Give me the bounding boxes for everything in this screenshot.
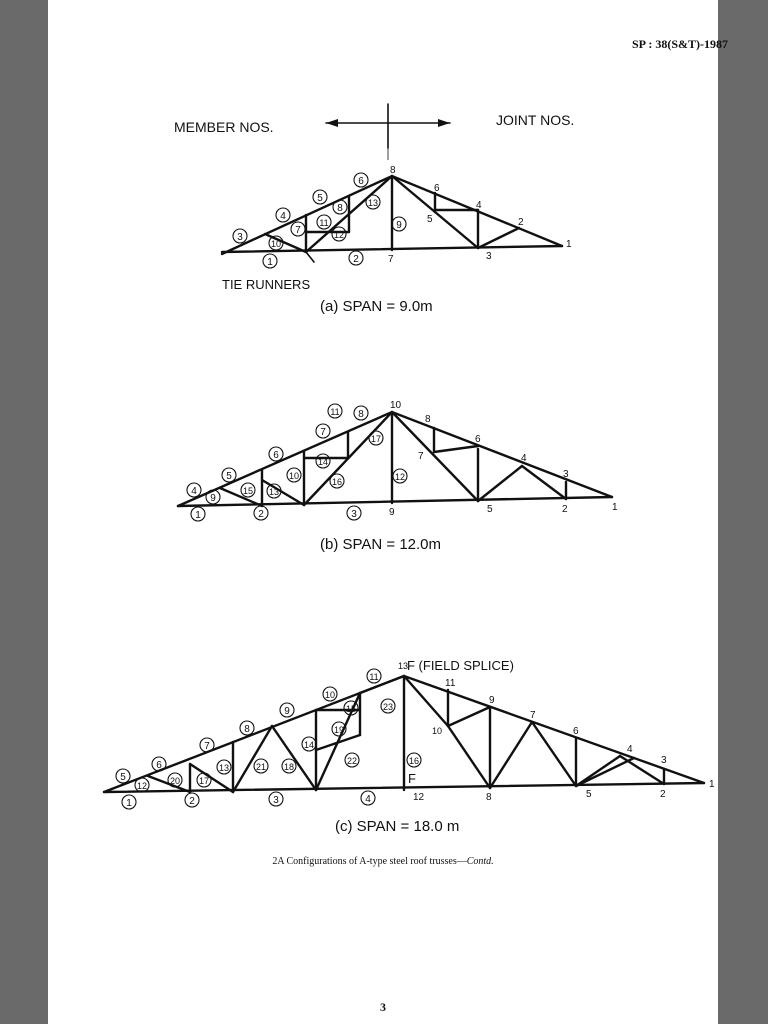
member-number — [197, 773, 211, 787]
truss-a-joint-numbers — [388, 165, 572, 265]
joint-number: 10 — [390, 400, 402, 411]
svg-text:6: 6 — [156, 760, 162, 771]
svg-text:1: 1 — [195, 510, 201, 521]
truss-c — [104, 658, 715, 835]
svg-text:6: 6 — [358, 176, 364, 187]
svg-text:11: 11 — [330, 407, 340, 417]
svg-text:10: 10 — [288, 471, 300, 481]
member-number — [276, 208, 290, 222]
member-number — [381, 699, 395, 713]
svg-text:7: 7 — [295, 225, 301, 236]
member-number — [280, 703, 294, 717]
member-number — [393, 469, 407, 483]
member-number — [333, 200, 347, 214]
svg-text:11: 11 — [369, 672, 379, 682]
joint-number: 7 — [418, 451, 424, 462]
joint-number: 10 — [432, 726, 443, 736]
svg-text:17: 17 — [198, 776, 210, 786]
joint-number: 6 — [434, 183, 440, 194]
joint-number: 2 — [562, 504, 568, 515]
member-number — [116, 769, 130, 783]
member-number — [168, 773, 182, 787]
svg-text:2: 2 — [189, 796, 195, 807]
truss-c-joint-numbers — [398, 661, 715, 803]
svg-text:11: 11 — [319, 218, 329, 228]
member-number — [316, 424, 330, 438]
member-number — [122, 795, 136, 809]
member-number — [367, 669, 381, 683]
member-nos-label: MEMBER NOS. — [174, 119, 274, 135]
joint-number: 7 — [388, 254, 394, 265]
svg-text:3: 3 — [351, 509, 357, 520]
member-number — [267, 484, 281, 498]
svg-text:1: 1 — [126, 798, 132, 809]
svg-text:22: 22 — [346, 756, 358, 766]
svg-text:21: 21 — [255, 762, 267, 772]
svg-text:13: 13 — [218, 763, 230, 773]
member-number — [152, 757, 166, 771]
member-number — [282, 759, 296, 773]
page-number: 3 — [380, 1000, 386, 1014]
member-number — [347, 506, 361, 520]
joint-number: 12 — [413, 792, 425, 803]
member-number — [287, 468, 301, 482]
svg-text:17: 17 — [370, 434, 382, 444]
member-number — [135, 778, 149, 792]
caption-text: 2A Configurations of A-type steel roof trusses— — [272, 856, 467, 867]
svg-text:20: 20 — [169, 776, 181, 786]
joint-number: 4 — [476, 200, 482, 211]
member-number — [332, 227, 346, 241]
joint-number: 5 — [427, 214, 433, 225]
joint-number: 6 — [475, 434, 481, 445]
svg-text:7: 7 — [320, 427, 326, 438]
member-number — [240, 721, 254, 735]
svg-text:8: 8 — [337, 203, 343, 214]
svg-text:12: 12 — [394, 472, 406, 482]
member-number — [354, 406, 368, 420]
member-number — [323, 687, 337, 701]
member-number — [185, 793, 199, 807]
span-b-label: (b) SPAN = 12.0m — [320, 536, 442, 553]
svg-text:5: 5 — [226, 471, 232, 482]
legend-arrow — [326, 104, 450, 160]
member-number — [269, 792, 283, 806]
svg-text:4: 4 — [191, 486, 197, 497]
svg-text:8: 8 — [244, 724, 250, 735]
member-number — [349, 251, 363, 265]
document-reference: SP : 38(S&T)-1987 — [632, 37, 728, 51]
svg-text:15: 15 — [242, 486, 254, 496]
member-number — [269, 447, 283, 461]
member-number — [345, 753, 359, 767]
member-number — [361, 791, 375, 805]
joint-number: 5 — [487, 504, 493, 515]
svg-text:1: 1 — [267, 257, 273, 268]
truss-a — [222, 165, 572, 315]
tie-runners-label: TIE RUNNERS — [222, 277, 311, 292]
joint-number: 1 — [566, 239, 572, 250]
svg-text:14: 14 — [317, 457, 329, 467]
span-a-label: (a) SPAN = 9.0m — [320, 298, 433, 315]
member-number — [191, 507, 205, 521]
svg-text:10: 10 — [324, 690, 336, 700]
svg-text:16: 16 — [331, 477, 343, 487]
field-splice-mark: F — [408, 771, 416, 786]
svg-text:3: 3 — [237, 232, 243, 243]
svg-text:2: 2 — [258, 509, 264, 520]
member-number — [217, 760, 231, 774]
member-number — [187, 483, 201, 497]
joint-number: 6 — [573, 726, 579, 737]
svg-text:18: 18 — [283, 762, 295, 772]
svg-text:14: 14 — [303, 740, 315, 750]
member-number — [291, 222, 305, 236]
joint-number: 8 — [390, 165, 396, 176]
svg-text:12: 12 — [136, 781, 148, 791]
joint-number: 4 — [627, 744, 633, 755]
svg-text:23: 23 — [382, 702, 394, 712]
svg-text:5: 5 — [317, 193, 323, 204]
member-number — [263, 254, 277, 268]
member-number — [330, 474, 344, 488]
member-number — [369, 431, 383, 445]
svg-text:16: 16 — [408, 756, 420, 766]
svg-text:8: 8 — [358, 409, 364, 420]
svg-text:13: 13 — [367, 198, 379, 208]
svg-text:19: 19 — [333, 725, 345, 735]
joint-number: 2 — [518, 217, 524, 228]
joint-number: 9 — [389, 507, 395, 518]
member-number — [332, 722, 346, 736]
joint-number: 3 — [486, 251, 492, 262]
member-number — [233, 229, 247, 243]
svg-text:3: 3 — [273, 795, 279, 806]
member-number — [328, 404, 342, 418]
joint-number: 8 — [486, 792, 492, 803]
member-number — [344, 701, 358, 715]
svg-text:2: 2 — [353, 254, 359, 265]
joint-number: 5 — [586, 789, 592, 800]
joint-number: 1 — [612, 502, 618, 513]
field-splice-label: F (FIELD SPLICE) — [407, 658, 514, 673]
joint-number: 13 — [398, 661, 409, 671]
member-number — [269, 236, 283, 250]
svg-text:4: 4 — [280, 211, 286, 222]
truss-c-members — [104, 676, 704, 792]
joint-number: 2 — [660, 789, 666, 800]
joint-number: 9 — [489, 695, 495, 706]
legend — [174, 104, 574, 160]
joint-number: 4 — [521, 453, 527, 464]
svg-text:5: 5 — [120, 772, 126, 783]
truss-b — [178, 400, 618, 553]
member-number — [366, 195, 380, 209]
caption-contd: Contd. — [466, 856, 494, 867]
member-number — [302, 737, 316, 751]
member-number — [254, 759, 268, 773]
svg-text:7: 7 — [204, 741, 210, 752]
joint-number: 3 — [661, 755, 667, 766]
svg-text:15: 15 — [345, 704, 357, 714]
svg-text:13: 13 — [268, 487, 280, 497]
joint-number: 7 — [530, 710, 536, 721]
member-number — [313, 190, 327, 204]
svg-text:6: 6 — [273, 450, 279, 461]
member-number — [354, 173, 368, 187]
svg-text:9: 9 — [284, 706, 290, 717]
svg-text:4: 4 — [365, 794, 371, 805]
svg-text:9: 9 — [210, 493, 216, 504]
member-number — [317, 215, 331, 229]
member-number — [222, 468, 236, 482]
joint-nos-label: JOINT NOS. — [496, 112, 575, 128]
member-number — [200, 738, 214, 752]
joint-number: 8 — [425, 414, 431, 425]
svg-text:9: 9 — [396, 220, 402, 231]
member-number — [316, 454, 330, 468]
member-number — [206, 490, 220, 504]
svg-text:12: 12 — [333, 230, 345, 240]
joint-number: 3 — [563, 469, 569, 480]
member-number — [407, 753, 421, 767]
member-number — [254, 506, 268, 520]
span-c-label: (c) SPAN = 18.0 m — [335, 818, 460, 835]
joint-number: 11 — [445, 678, 456, 689]
svg-text:10: 10 — [270, 239, 282, 249]
joint-number: 1 — [709, 779, 715, 790]
member-number — [392, 217, 406, 231]
member-number — [241, 483, 255, 497]
